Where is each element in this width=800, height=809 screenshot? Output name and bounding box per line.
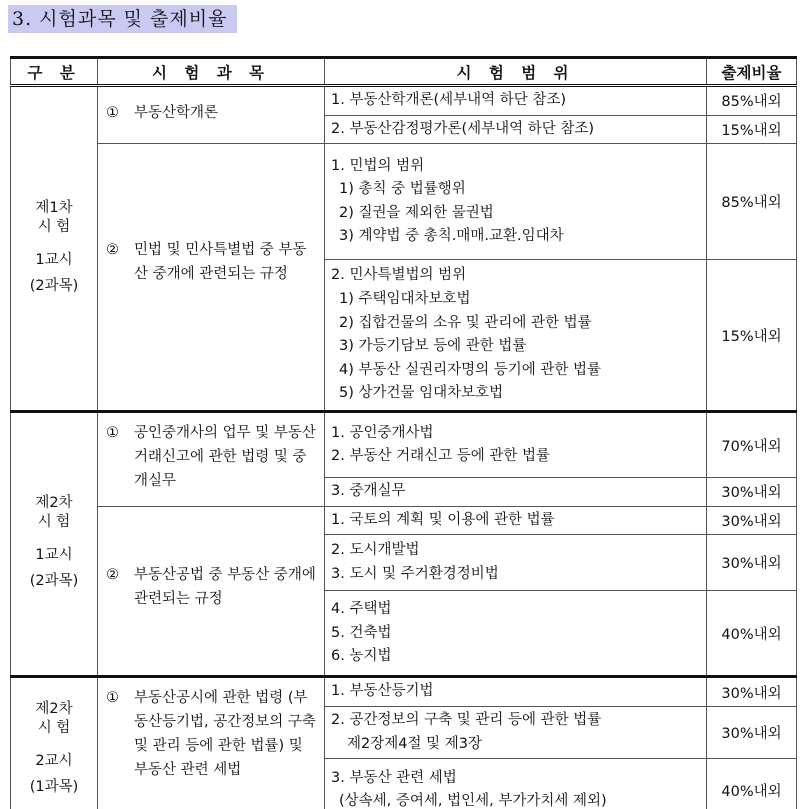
rate-cell: 30%내외 [707,677,797,707]
scope-line: 3. 도시 및 주거환경정비법 [331,565,499,582]
subject-cell [98,144,325,412]
scope-cell [325,677,707,707]
scope-cell [325,478,707,507]
scope-line: 2. 민사특별법의 범위 [331,267,467,284]
subject-wrap [106,563,318,611]
scope-cell [325,591,707,677]
rate-cell: 30%내외 [707,478,797,507]
rate-cell: 30%내외 [707,535,797,591]
section-heading: 3. 시험과목 및 출제비율 [8,5,237,33]
rate-cell: 40%내외 [707,591,797,677]
scope-line: 2. 공간정보의 구축 및 관리 등에 관한 법률 [331,711,602,728]
rate-cell: 15%내외 [707,260,797,412]
scope-line: 1. 민법의 범위 [331,157,425,174]
table-header-row [11,58,797,86]
scope-line: 제2장제4절 및 제3장 [347,735,482,752]
group-session: 1교시 [35,251,73,268]
scope-line: 2. 부동산 거래신고 등에 관한 법률 [331,448,550,465]
scope-line: 5. 건축법 [331,624,392,641]
subject-name: 부동산학개론 [134,105,219,121]
scope-cell [325,506,707,535]
scope-line: 1) 총칙 중 법률행위 [339,181,466,198]
subject-wrap [106,421,318,493]
subject-name: 부동산공시에 관한 법령 (부동산등기법, 공간정보의 구축 및 관리 등에 관한 법률) 및 부동산 관련 세법 [134,690,316,779]
scope-line: 2) 집합건물의 소유 및 관리에 관한 법률 [339,314,592,331]
group-name: 제2차 시 험 [35,495,73,531]
subject-number: ① [106,425,119,442]
scope-line: 6. 농지법 [331,648,392,665]
subject-wrap [106,101,318,125]
rate-cell: 30%내외 [707,506,797,535]
table-row [11,677,797,707]
header-scope: 시 험 범 위 [325,58,707,86]
group-cell [11,677,98,809]
scope-cell [325,86,707,116]
table-row [11,86,797,116]
scope-line: 5) 상가건물 임대차보호법 [339,385,504,402]
rate-cell: 85%내외 [707,86,797,116]
scope-cell [325,412,707,478]
subject-cell [98,86,325,144]
scope-line: 3. 중개실무 [331,483,406,500]
subject-number: ② [106,566,119,583]
subject-wrap [106,238,318,286]
scope-line: 1. 국토의 계획 및 이용에 관한 법률 [331,511,555,528]
subject-number: ① [106,105,119,121]
group-count: (1과목) [29,779,79,796]
scope-line: 1. 공인중개사법 [331,424,434,441]
rate-cell: 40%내외 [707,759,797,809]
group-cell [11,86,98,412]
subject-wrap [106,686,318,782]
subject-number: ② [106,242,119,259]
subject-name: 민법 및 민사특별법 중 부동산 중개에 관련되는 규정 [134,242,307,283]
group-count: (2과목) [29,573,79,590]
scope-line: (상속세, 증여세, 법인세, 부가가치세 제외) [339,793,607,809]
table-row [11,506,797,535]
subject-cell [98,677,325,809]
scope-line: 2) 질권을 제외한 물권법 [339,204,494,221]
group-session: 2교시 [35,753,73,770]
rate-cell: 15%내외 [707,115,797,144]
subject-name: 공인중개사의 업무 및 부동산 거래신고에 관한 법령 및 중개실무 [134,425,316,490]
subject-name: 부동산공법 중 부동산 중개에 관련되는 규정 [134,566,316,607]
group-count: (2과목) [29,277,79,294]
subject-cell [98,412,325,507]
header-group: 구 분 [11,58,98,86]
scope-line: 2. 부동산감정평가론(세부내역 하단 참조) [331,120,595,137]
scope-line: 3) 계약법 중 총칙.매매.교환.임대차 [339,228,564,245]
group-cell [11,412,98,677]
scope-cell [325,535,707,591]
rate-cell: 70%내외 [707,412,797,478]
scope-cell [325,144,707,260]
scope-line: 4) 부동산 실권리자명의 등기에 관한 법률 [339,361,602,378]
scope-line: 1. 부동산학개론(세부내역 하단 참조) [331,92,567,108]
scope-cell [325,115,707,144]
rate-cell: 30%내외 [707,706,797,758]
scope-line: 1) 주택임대차보호법 [339,291,471,307]
subject-number: ① [106,690,119,707]
scope-cell [325,706,707,758]
group-session: 1교시 [35,547,73,564]
subject-cell [98,506,325,677]
scope-cell [325,759,707,809]
scope-line: 3. 부동산 관련 세법 [331,769,457,786]
table-row [11,412,797,478]
scope-line: 3) 가등기담보 등에 관한 법률 [339,338,527,355]
group-name: 제2차 시 험 [35,701,73,737]
exam-subjects-table [10,56,797,809]
header-subject: 시 험 과 목 [98,58,325,86]
scope-line: 2. 도시개발법 [331,542,420,559]
group-name: 제1차 시 험 [35,199,73,235]
header-rate: 출제비율 [707,58,797,86]
table-row [11,144,797,260]
table-body [11,86,797,809]
scope-cell [325,260,707,412]
scope-line: 4. 주택법 [331,600,392,617]
rate-cell: 85%내외 [707,144,797,260]
scope-line: 1. 부동산등기법 [331,683,434,700]
